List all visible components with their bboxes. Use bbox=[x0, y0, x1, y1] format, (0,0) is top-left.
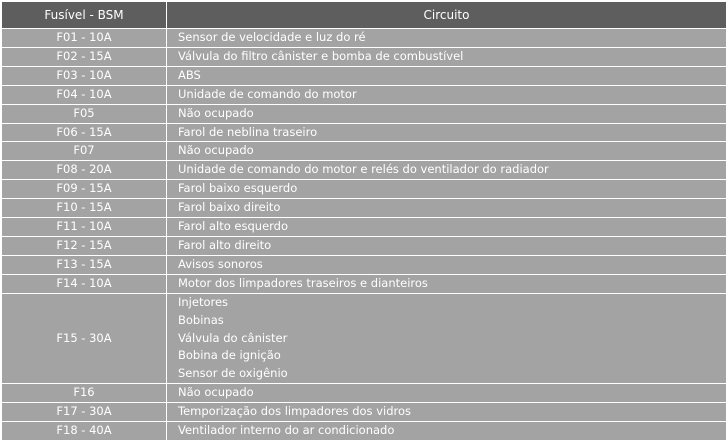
circuit-line: Motor dos limpadores traseiros e dianteiros bbox=[178, 275, 428, 290]
circuit-line: Sensor de velocidade e luz do ré bbox=[178, 30, 366, 44]
circuit-cell bbox=[167, 218, 727, 237]
table-row bbox=[2, 104, 727, 123]
circuit-cell bbox=[167, 66, 727, 85]
circuit-cell bbox=[167, 403, 727, 422]
circuit-line: Injetores bbox=[178, 294, 229, 309]
circuit-line: Bobina de ignição bbox=[178, 348, 281, 363]
table-header bbox=[2, 2, 727, 29]
circuit-line: Não ocupado bbox=[178, 105, 254, 120]
table-row bbox=[2, 66, 727, 85]
circuit-line: Não ocupado bbox=[178, 143, 254, 158]
table-row bbox=[2, 384, 727, 403]
circuit-cell bbox=[167, 142, 727, 161]
table-row bbox=[2, 403, 727, 422]
circuit-line: Temporização dos limpadores dos vidros bbox=[178, 404, 411, 419]
circuit-line: Válvula do cânister bbox=[178, 330, 288, 345]
circuit-cell bbox=[167, 236, 727, 255]
table-row bbox=[2, 29, 727, 48]
fuse-cell: F16 bbox=[2, 384, 167, 403]
fuse-cell: F17 - 30A bbox=[2, 403, 167, 422]
fuse-cell: F04 - 10A bbox=[2, 85, 167, 104]
circuit-cell bbox=[167, 47, 727, 66]
table-body bbox=[2, 29, 727, 441]
fuse-cell: F05 bbox=[2, 104, 167, 123]
table-row bbox=[2, 274, 727, 293]
fuse-cell: F14 - 10A bbox=[2, 274, 167, 293]
fuse-cell: F03 - 10A bbox=[2, 66, 167, 85]
circuit-cell bbox=[167, 85, 727, 104]
circuit-line: Farol alto direito bbox=[178, 237, 272, 252]
circuit-line: Farol de neblina traseiro bbox=[178, 124, 318, 139]
circuit-cell bbox=[167, 123, 727, 142]
circuit-line: Válvula do filtro cânister e bomba de combustível bbox=[178, 48, 464, 63]
table-row bbox=[2, 180, 727, 199]
circuit-cell bbox=[167, 199, 727, 218]
table-row bbox=[2, 236, 727, 255]
table-row bbox=[2, 255, 727, 274]
circuit-line: Unidade de comando do motor bbox=[178, 86, 357, 101]
table-row bbox=[2, 422, 727, 441]
fuse-cell: F12 - 15A bbox=[2, 236, 167, 255]
circuit-line: Farol baixo esquerdo bbox=[178, 181, 298, 196]
table-row bbox=[2, 123, 727, 142]
circuit-cell bbox=[167, 384, 727, 403]
fuse-cell: F07 bbox=[2, 142, 167, 161]
fuse-table bbox=[1, 1, 727, 441]
fuse-cell: F08 - 20A bbox=[2, 161, 167, 180]
fuse-cell: F06 - 15A bbox=[2, 123, 167, 142]
table-row bbox=[2, 199, 727, 218]
circuit-line: Não ocupado bbox=[178, 385, 254, 400]
table-row bbox=[2, 218, 727, 237]
circuit-line: Ventilador interno do ar condicionado bbox=[178, 423, 395, 438]
fuse-cell: F09 - 15A bbox=[2, 180, 167, 199]
circuit-line: ABS bbox=[178, 67, 201, 82]
circuit-line: Avisos sonoros bbox=[178, 256, 263, 271]
circuit-line: Unidade de comando do motor e relés do ventilador do radiador bbox=[178, 162, 549, 177]
table-row bbox=[2, 161, 727, 180]
fuse-cell: F13 - 15A bbox=[2, 255, 167, 274]
header-row bbox=[2, 2, 727, 29]
fuse-cell: F01 - 10A bbox=[2, 29, 167, 48]
header-fuse: Fusível - BSM bbox=[2, 2, 167, 29]
circuit-cell bbox=[167, 274, 727, 293]
circuit-cell bbox=[167, 422, 727, 441]
circuit-cell bbox=[167, 29, 727, 48]
circuit-cell bbox=[167, 293, 727, 384]
table-row bbox=[2, 47, 727, 66]
fuse-cell: F15 - 30A bbox=[2, 293, 167, 384]
fuse-cell: F02 - 15A bbox=[2, 47, 167, 66]
table-row bbox=[2, 85, 727, 104]
fuse-cell: F11 - 10A bbox=[2, 218, 167, 237]
header-circuit: Circuito bbox=[167, 2, 727, 29]
fuse-cell: F18 - 40A bbox=[2, 422, 167, 441]
circuit-cell bbox=[167, 104, 727, 123]
circuit-line: Farol baixo direito bbox=[178, 200, 281, 215]
fuse-cell: F10 - 15A bbox=[2, 199, 167, 218]
table-row bbox=[2, 142, 727, 161]
circuit-line: Farol alto esquerdo bbox=[178, 219, 289, 234]
circuit-cell bbox=[167, 161, 727, 180]
circuit-line: Bobinas bbox=[178, 312, 224, 327]
circuit-line: Sensor de oxigênio bbox=[178, 366, 288, 381]
circuit-cell bbox=[167, 255, 727, 274]
table-row bbox=[2, 293, 727, 384]
circuit-cell bbox=[167, 180, 727, 199]
